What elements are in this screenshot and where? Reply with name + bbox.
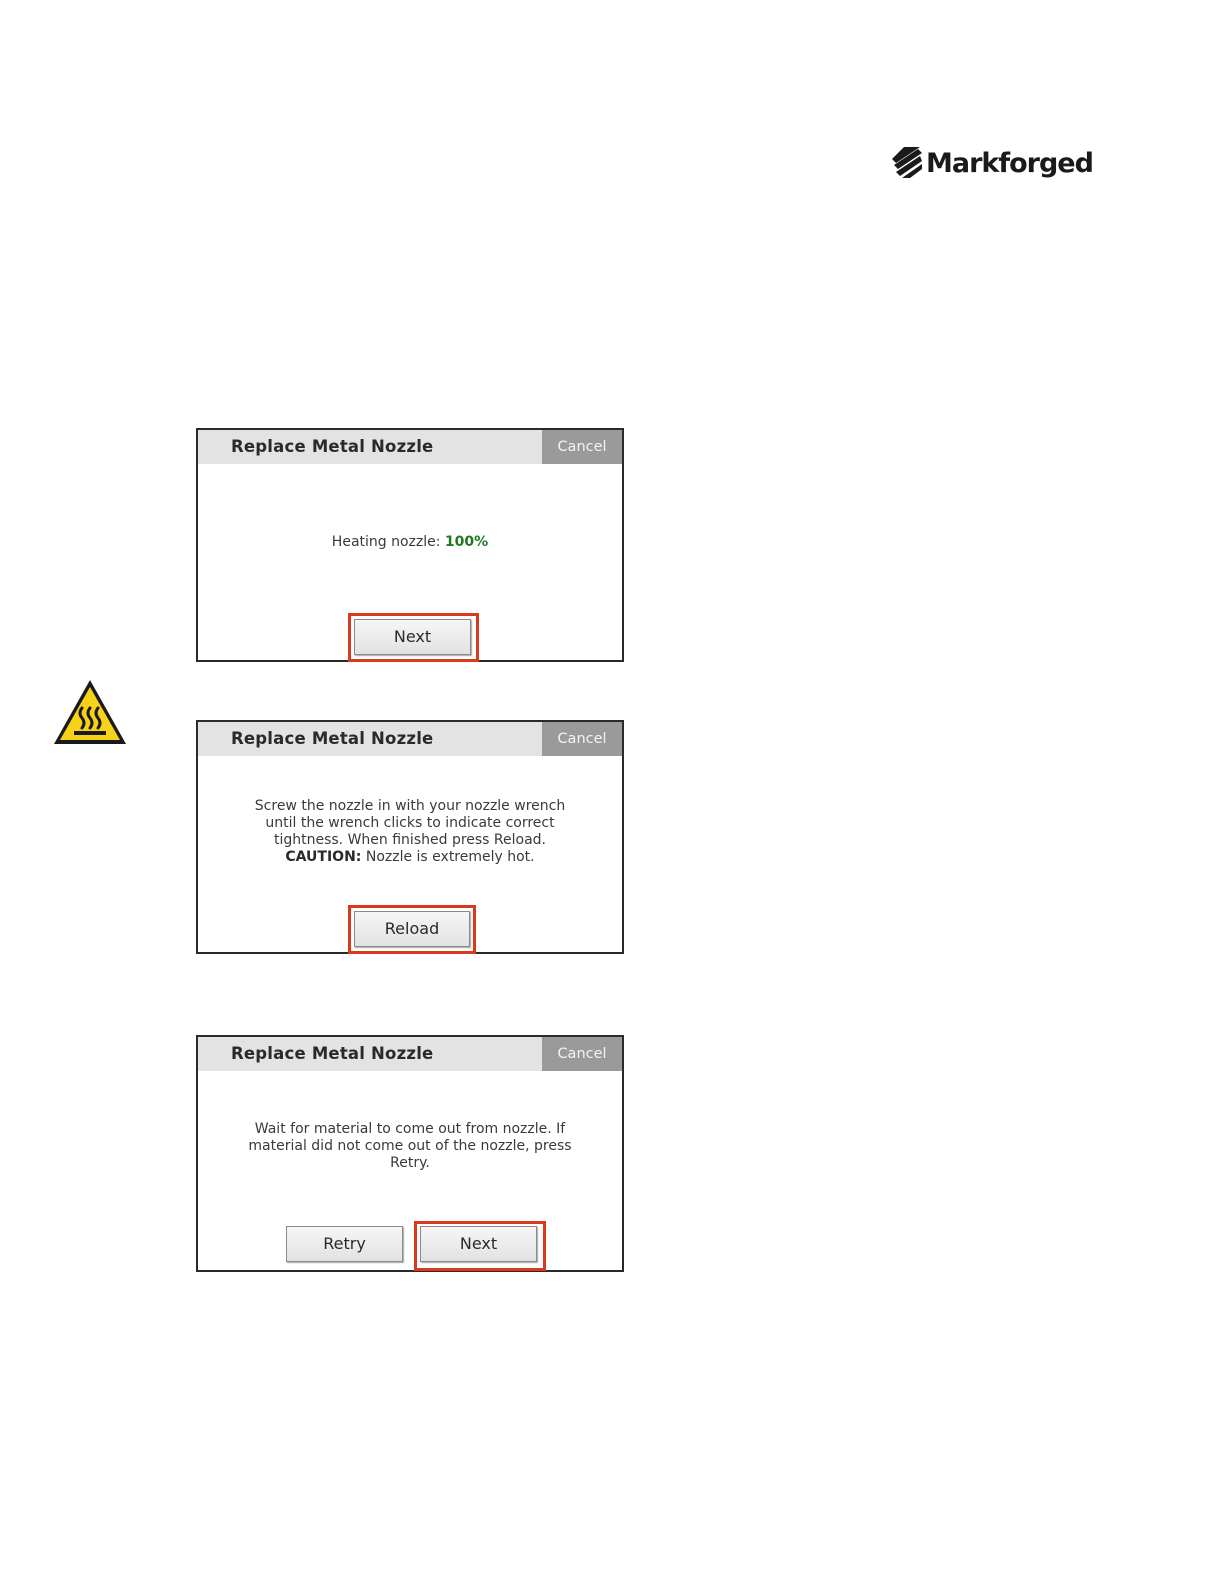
- heating-status: [198, 534, 622, 551]
- instruction-line: until the wrench clicks to indicate correct: [265, 815, 555, 831]
- cancel-button[interactable]: Cancel: [542, 430, 622, 464]
- instruction-line: material did not come out of the nozzle, press: [248, 1138, 572, 1154]
- screen-title: Replace Metal Nozzle: [231, 1044, 434, 1063]
- brand-name: Markforged: [926, 147, 1093, 179]
- wait-material-screen: [196, 1035, 624, 1272]
- cancel-button[interactable]: Cancel: [542, 722, 622, 756]
- heating-nozzle-screen: [196, 428, 624, 662]
- instruction-line: Screw the nozzle in with your nozzle wrench: [254, 798, 566, 814]
- cancel-button[interactable]: Cancel: [542, 1037, 622, 1071]
- caution-label: CAUTION:: [285, 849, 362, 865]
- instruction-message: [198, 798, 622, 866]
- screen-title: Replace Metal Nozzle: [231, 729, 434, 748]
- retry-button[interactable]: Retry: [286, 1226, 403, 1262]
- screen-header: [198, 1037, 622, 1071]
- hot-surface-warning-icon: [52, 678, 128, 746]
- instruction-line: tightness. When finished press Reload.: [273, 832, 547, 848]
- next-button[interactable]: Next: [354, 619, 471, 655]
- screen-header: [198, 722, 622, 756]
- instruction-line: Retry.: [390, 1155, 430, 1171]
- next-button[interactable]: Next: [420, 1226, 537, 1262]
- caution-line: [198, 849, 622, 866]
- screw-nozzle-screen: [196, 720, 624, 954]
- reload-button[interactable]: Reload: [354, 911, 470, 947]
- markforged-logo-icon: [890, 145, 924, 181]
- caution-text: Nozzle is extremely hot.: [365, 849, 535, 865]
- heating-status-label: Heating nozzle:: [331, 534, 441, 550]
- instruction-message: [198, 1121, 622, 1172]
- heating-progress-value: 100%: [444, 534, 489, 550]
- screen-title: Replace Metal Nozzle: [231, 437, 434, 456]
- markforged-logo: [890, 144, 1093, 182]
- screen-header: [198, 430, 622, 464]
- instruction-line: Wait for material to come out from nozzle. If: [254, 1121, 566, 1137]
